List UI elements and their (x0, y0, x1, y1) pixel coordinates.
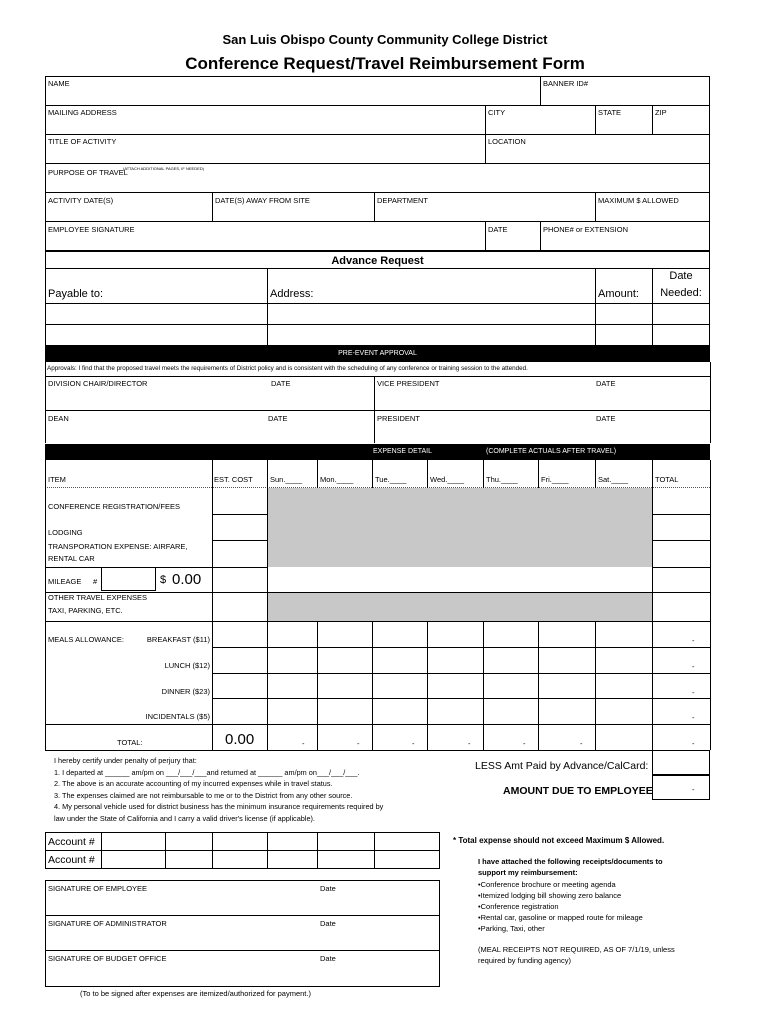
state-field[interactable]: STATE (598, 108, 622, 117)
lunch-label: LUNCH ($12) (164, 661, 210, 670)
pre-event-approval-title: PRE-EVENT APPROVAL (338, 350, 417, 357)
total-label: TOTAL: (117, 738, 143, 747)
president-date[interactable]: DATE (596, 414, 616, 423)
certify-line-2: 2. The above is an accurate accounting of my incurred expenses while in travel status. (54, 779, 333, 789)
president-field[interactable]: PRESIDENT (377, 414, 420, 423)
transport-label-2: RENTAL CAR (48, 554, 95, 563)
meal-receipts-note-2: required by funding agency) (478, 956, 571, 965)
employee-signature-date[interactable]: Date (320, 884, 336, 893)
amount-due-value: - (692, 785, 695, 794)
mileage-label: MILEAGE (48, 577, 82, 586)
col-day-6[interactable]: Sat.____ (598, 475, 629, 484)
other-label-2: TAXI, PARKING, ETC. (48, 606, 123, 615)
expense-detail-note: (COMPLETE ACTUALS AFTER TRAVEL) (486, 448, 617, 455)
incidentals-label: INCIDENTALS ($5) (145, 712, 210, 721)
col-est-cost: EST. COST (214, 475, 253, 484)
incidentals-total-dash: - (692, 713, 695, 722)
total-row-dash-1: - (357, 739, 360, 748)
amount-due-box (652, 775, 710, 800)
phone-field[interactable]: PHONE# or EXTENSION (543, 225, 629, 234)
receipts-heading-1: I have attached the following receipts/documents to (478, 857, 663, 866)
breakfast-label: BREAKFAST ($11) (146, 635, 210, 644)
administrator-signature-line[interactable]: SIGNATURE OF ADMINISTRATOR (48, 919, 167, 928)
address-label[interactable]: Address: (270, 288, 314, 300)
receipt-item-4: •Parking, Taxi, other (478, 924, 545, 933)
department-field[interactable]: DEPARTMENT (377, 196, 428, 205)
signature-footer-note: (To to be signed after expenses are itemized/authorized for payment.) (80, 989, 311, 998)
receipt-item-1: •Itemized lodging bill showing zero balance (478, 891, 622, 900)
total-row-dash-2: - (412, 739, 415, 748)
account-label-2[interactable]: Account # (48, 854, 95, 866)
dean-field[interactable]: DEAN (48, 414, 69, 423)
certify-line-4: 4. My personal vehicle used for district business has the minimum insurance requirements required by (54, 802, 384, 812)
amount-due-label: AMOUNT DUE TO EMPLOYEE (503, 785, 653, 797)
shaded-area-top (267, 488, 653, 567)
vice-president-field[interactable]: VICE PRESIDENT (377, 379, 440, 388)
dates-away-field[interactable]: DATE(S) AWAY FROM SITE (215, 196, 310, 205)
col-day-4[interactable]: Thu.____ (486, 475, 518, 484)
purpose-field[interactable]: PURPOSE OF TRAVEL (48, 168, 128, 177)
col-day-3[interactable]: Wed.____ (430, 475, 465, 484)
employee-signature-field[interactable]: EMPLOYEE SIGNATURE (48, 225, 135, 234)
total-row-dash-5: - (580, 739, 583, 748)
amount-label[interactable]: Amount: (598, 288, 639, 300)
lodging-label: LODGING (48, 528, 83, 537)
total-row-dash-0: - (302, 739, 305, 748)
account-label-1[interactable]: Account # (48, 836, 95, 848)
col-item: ITEM (48, 475, 66, 484)
dinner-label: DINNER ($23) (161, 687, 210, 696)
breakfast-total-dash: - (692, 636, 695, 645)
title-of-activity-field[interactable]: TITLE OF ACTIVITY (48, 137, 117, 146)
mileage-hash: # (93, 577, 98, 586)
dinner-total-dash: - (692, 688, 695, 697)
total-row-dash-3: - (468, 739, 471, 748)
receipt-item-3: •Rental car, gasoline or mapped route for mileage (478, 913, 643, 922)
receipt-item-0: •Conference brochure or meeting agenda (478, 880, 616, 889)
col-day-5[interactable]: Fri.____ (541, 475, 569, 484)
lunch-total-dash: - (692, 662, 695, 671)
total-row-dash-6: - (692, 739, 695, 748)
receipts-heading-2: support my reimbursement: (478, 868, 578, 877)
col-day-2[interactable]: Tue.____ (375, 475, 407, 484)
mailing-address-field[interactable]: MAILING ADDRESS (48, 108, 117, 117)
col-day-0[interactable]: Sun.____ (270, 475, 303, 484)
banner-id-field[interactable]: BANNER ID# (543, 79, 589, 88)
form-title: Conference Request/Travel Reimbursement Form (185, 54, 585, 73)
less-advance-label: LESS Amt Paid by Advance/CalCard: (475, 760, 649, 772)
certify-line-5: law under the State of California and I carry a valid driver's license (if applicable). (54, 814, 315, 823)
max-allowed-field[interactable]: MAXIMUM $ ALLOWED (598, 196, 679, 205)
date-needed-label-1: Date (669, 270, 693, 282)
dean-date[interactable]: DATE (268, 414, 288, 423)
certify-line-1: 1. I departed at ______ am/pm on ___/___/___and returned at ______ am/pm on___/___/___. (54, 767, 360, 777)
total-row-dash-4: - (523, 739, 526, 748)
receipt-item-2: •Conference registration (478, 902, 559, 911)
budget-office-signature-date[interactable]: Date (320, 954, 336, 963)
location-field[interactable]: LOCATION (488, 137, 526, 146)
administrator-signature-date[interactable]: Date (320, 919, 336, 928)
city-field[interactable]: CITY (488, 108, 506, 117)
division-chair-date[interactable]: DATE (271, 379, 291, 388)
employee-signature-line[interactable]: SIGNATURE OF EMPLOYEE (48, 884, 148, 893)
col-day-1[interactable]: Mon.____ (320, 475, 354, 484)
signature-date-field[interactable]: DATE (488, 225, 508, 234)
name-field[interactable]: NAME (48, 79, 70, 88)
mileage-input[interactable] (101, 567, 156, 591)
division-chair-field[interactable]: DIVISION CHAIR/DIRECTOR (48, 379, 148, 388)
meal-receipts-note-1: (MEAL RECEIPTS NOT REQUIRED, AS OF 7/1/19, unless (478, 945, 675, 954)
vice-president-date[interactable]: DATE (596, 379, 616, 388)
certify-line-0: I hereby certify under penalty of perjury that: (54, 756, 197, 765)
total-est-value: 0.00 (225, 731, 255, 748)
transport-label-1: TRANSPORATION EXPENSE: AIRFARE, (48, 542, 188, 551)
expense-detail-title: EXPENSE DETAIL (373, 448, 433, 455)
purpose-note: (ATTACH ADDITIONAL PAGES, IF NEEDED) (123, 166, 204, 171)
signature-table (45, 880, 440, 987)
certify-line-3: 3. The expenses claimed are not reimbursable to me or to the District from any other source. (54, 790, 353, 800)
district-name: San Luis Obispo County Community College District (222, 32, 548, 47)
date-needed-label-2[interactable]: Needed: (660, 287, 702, 299)
zip-field[interactable]: ZIP (655, 108, 667, 117)
activity-dates-field[interactable]: ACTIVITY DATE(S) (48, 196, 114, 205)
max-allowed-note: * Total expense should not exceed Maximum $ Allowed. (453, 836, 665, 845)
payable-to-label[interactable]: Payable to: (48, 288, 104, 300)
col-total: TOTAL (655, 475, 679, 484)
conf-reg-label: CONFERENCE REGISTRATION/FEES (48, 502, 180, 511)
mileage-amount: 0.00 (172, 571, 202, 588)
approval-statement: Approvals: I find that the proposed travel meets the requirements of District policy and is consistent with the scheduling of any conference or training session to the attended. (47, 365, 528, 372)
advance-request-title: Advance Request (331, 255, 424, 267)
mileage-dollar: $ (160, 574, 167, 586)
shaded-area-other (267, 592, 653, 621)
budget-office-signature-line[interactable]: SIGNATURE OF BUDGET OFFICE (48, 954, 167, 963)
less-advance-input[interactable] (652, 750, 710, 775)
meals-label: MEALS ALLOWANCE: (48, 635, 124, 644)
other-label-1: OTHER TRAVEL EXPENSES (48, 593, 148, 602)
